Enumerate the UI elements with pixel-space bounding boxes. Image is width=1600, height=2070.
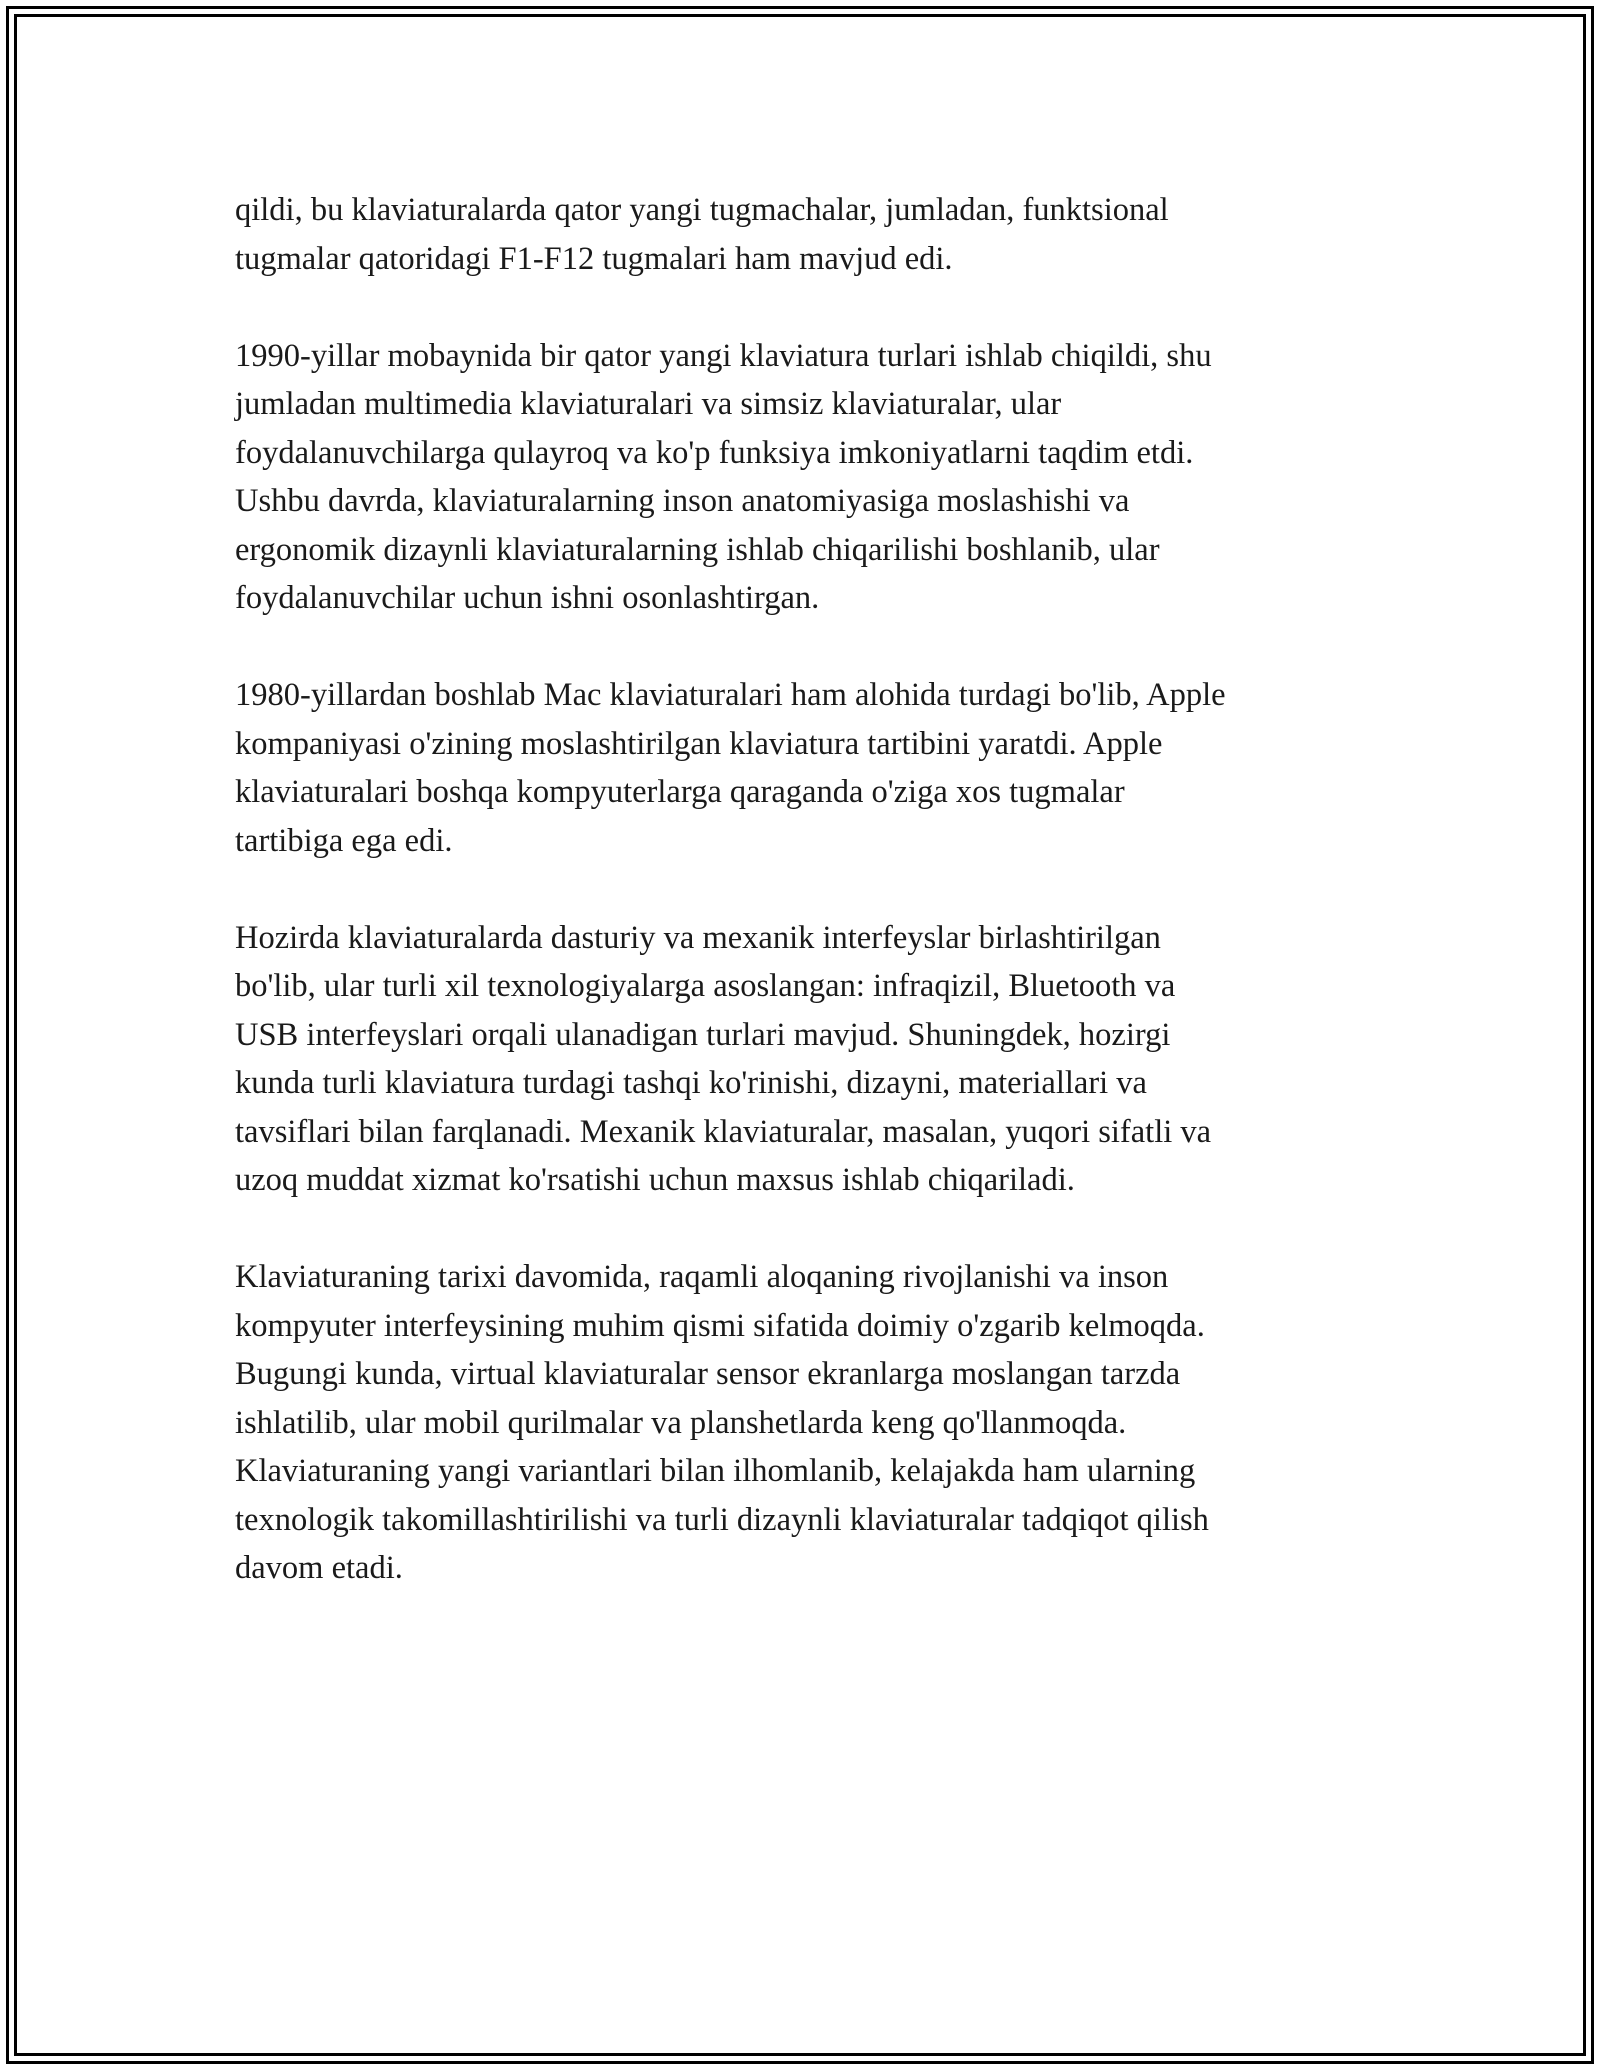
paragraph-2: 1990-yillar mobaynida bir qator yangi klaviatura turlari ishlab chiqildi, shu jumladan multimedia klaviaturalari va simsiz klaviaturalar, ular foydalanuvchilarga qulayroq va ko'p funksiya imkoniyatlarni taqdim etdi. Ushbu davrda, klaviaturalarning inson anatomiyasiga moslashishi va ergonomik dizaynli klaviaturalarning ishlab chiqarilishi boshlanib, ular foydalanuvchilar uchun ishni osonlashtirgan. [235, 337, 1212, 616]
document-body [235, 186, 1365, 1593]
paragraph-3: 1980-yillardan boshlab Mac klaviaturalari ham alohida turdagi bo'lib, Apple kompaniyasi o'zining moslashtirilgan klaviatura tartibini yaratdi. Apple klaviaturalari boshqa kompyuterlarga qaraganda o'ziga xos tugmalar tartibiga ega edi. [235, 677, 1226, 859]
paragraph-5: Klaviaturaning tarixi davomida, raqamli aloqaning rivojlanishi va inson kompyuter interfeysining muhim qismi sifatida doimiy o'zgarib kelmoqda. Bugungi kunda, virtual klaviaturalar sensor ekranlarga moslangan tarzda ishlatilib, ular mobil qurilmalar va planshetlarda keng qo'llanmoqda. Klaviaturaning yangi variantlari bilan ilhomlanib, kelajakda ham ularning texnologik takomillashtirilishi va turli dizaynli klaviaturalar tadqiqot qilish davom etadi. [235, 1259, 1209, 1586]
paragraph-1: qildi, bu klaviaturalarda qator yangi tugmachalar, jumladan, funktsional tugmalar qatoridagi F1-F12 tugmalari ham mavjud edi. [235, 192, 1169, 277]
paragraph-4: Hozirda klaviaturalarda dasturiy va mexanik interfeyslar birlashtirilgan bo'lib, ular turli xil texnologiyalarga asoslangan: infraqizil, Bluetooth va USB interfeyslari orqali ulanadigan turlari mavjud. Shuningdek, hozirgi kunda turli klaviatura turdagi tashqi ko'rinishi, dizayni, materiallari va tavsiflari bilan farqlanadi. Mexanik klaviaturalar, masalan, yuqori sifatli va uzoq muddat xizmat ko'rsatishi uchun maxsus ishlab chiqariladi. [235, 919, 1212, 1198]
